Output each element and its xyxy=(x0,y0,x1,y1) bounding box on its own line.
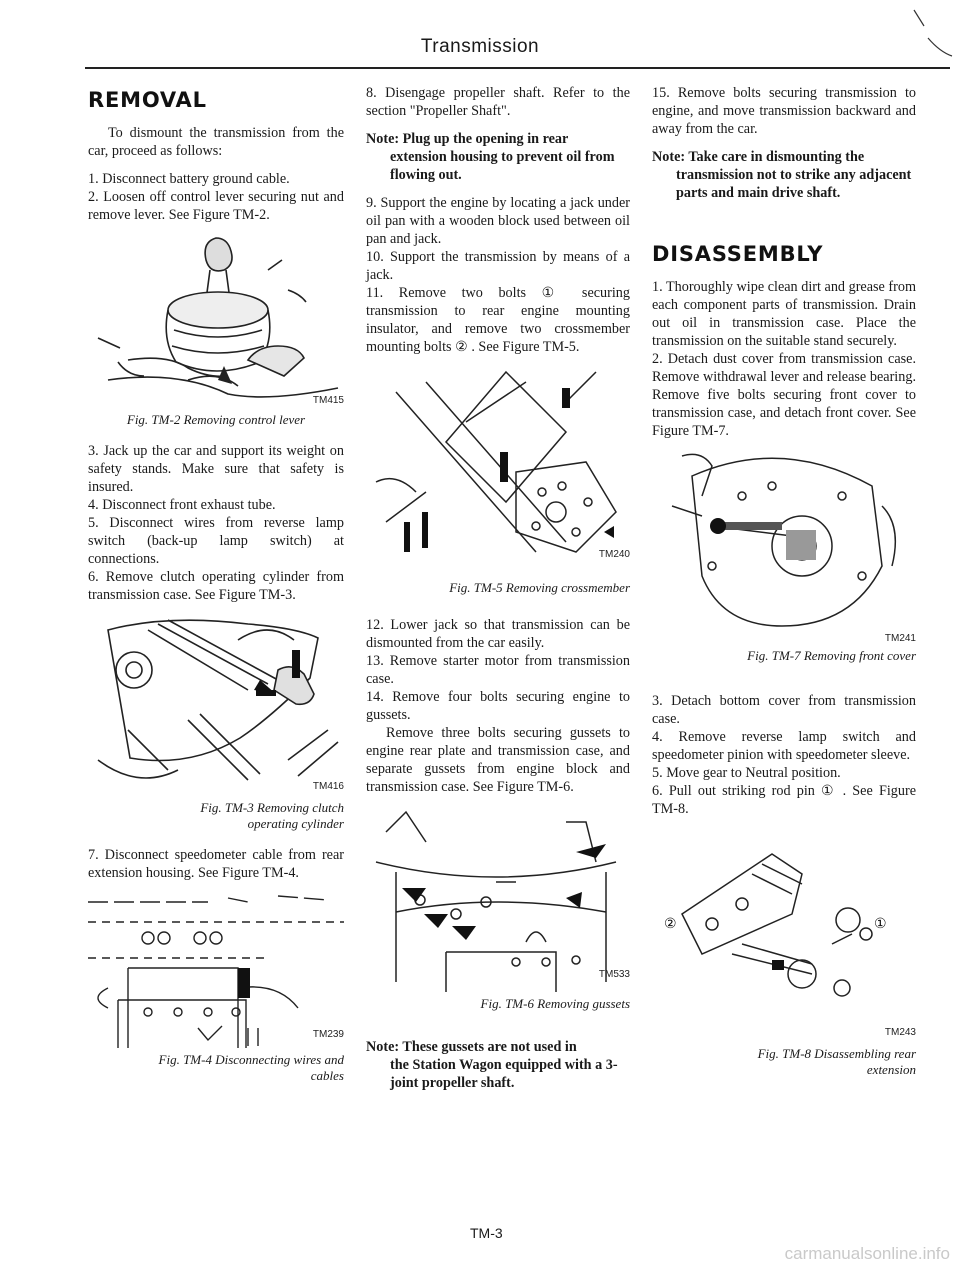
callout-1-label: ① xyxy=(874,915,887,931)
fig-tm3-caption-line1: Fig. TM-3 Removing clutch xyxy=(200,800,344,815)
disassembly-step-6: 6. Pull out striking rod pin ① . See Figure TM-8. xyxy=(652,783,916,817)
page-header-title: Transmission xyxy=(420,36,540,57)
fig-tm2-caption: Fig. TM-2 Removing control lever xyxy=(126,412,306,427)
figure-tm2 xyxy=(88,230,344,408)
watermark: carmanualsonline.info xyxy=(784,1244,950,1263)
note-plug-opening-lead: Note: Plug up the opening in rear xyxy=(366,131,569,147)
gussets-illustration xyxy=(366,802,630,992)
fig-tm6-caption: Fig. TM-6 Removing gussets xyxy=(480,996,630,1011)
fig-tm4-caption-line1: Fig. TM-4 Disconnecting wires and xyxy=(158,1052,344,1067)
step-8: 8. Disengage propeller shaft. Refer to the section "Propeller Shaft". xyxy=(366,85,630,119)
note-take-care-body: transmission not to strike any adjacent parts and main drive shaft. xyxy=(676,167,912,201)
removal-intro: To dismount the transmission from the car, proceed as follows: xyxy=(88,125,344,159)
fig-tm8-caption-line2: extension xyxy=(866,1062,916,1077)
column-right xyxy=(652,80,916,1092)
step-13: 13. Remove starter motor from transmission case. xyxy=(366,653,630,687)
figure-tm7 xyxy=(652,446,916,644)
note-plug-opening-body: extension housing to prevent oil from flowing out. xyxy=(390,149,615,183)
figure-tm4 xyxy=(88,888,344,1048)
fig-tm4-caption xyxy=(88,1052,344,1084)
step-9: 9. Support the engine by locating a jack under oil pan with a wooden block used between oil pan and jack. xyxy=(366,195,630,247)
fig-tm3-caption xyxy=(88,800,344,832)
disassembly-step-3: 3. Detach bottom cover from transmission case. xyxy=(652,693,916,727)
fig-tm7-caption: Fig. TM-7 Removing front cover xyxy=(747,648,916,663)
front-cover-illustration xyxy=(652,446,916,636)
step-15: 15. Remove bolts securing transmission to engine, and move transmission backward and away from the car. xyxy=(652,85,916,137)
fig-tm5-code: TM240 xyxy=(598,549,630,560)
fig-tm3-caption-line2: operating cylinder xyxy=(247,816,344,831)
note-gussets-body: the Station Wagon equipped with a 3-joint propeller shaft. xyxy=(390,1057,618,1091)
fig-tm5-caption: Fig. TM-5 Removing crossmember xyxy=(449,580,630,595)
step-6: 6. Remove clutch operating cylinder from transmission case. See Figure TM-3. xyxy=(88,569,344,603)
fig-tm2-code: TM415 xyxy=(312,395,344,406)
figure-tm6 xyxy=(366,802,630,992)
step-14: 14. Remove four bolts securing engine to gussets. xyxy=(366,689,630,723)
removal-heading: REMOVAL xyxy=(88,88,207,112)
step-11: 11. Remove two bolts ① securing transmission to rear engine mounting insulator, and remove two crossmember mounting bolts ② . See Figure TM-5. xyxy=(366,285,630,355)
rear-extension-illustration xyxy=(652,824,916,1024)
disassembly-step-1: 1. Thoroughly wipe clean dirt and grease from each component parts of transmission. Drain out oil in transmission case. Place the transmission on the suitable stand securely. xyxy=(652,279,916,349)
fig-tm8-caption-line1: Fig. TM-8 Disassembling rear xyxy=(757,1046,916,1061)
disassembly-step-5: 5. Move gear to Neutral position. xyxy=(652,765,841,781)
figure-tm3 xyxy=(88,610,344,796)
column-left xyxy=(88,80,344,1098)
step-5: 5. Disconnect wires from reverse lamp switch (back-up lamp switch) at connections. xyxy=(88,515,344,567)
fig-tm7-code: TM241 xyxy=(884,633,916,644)
step-14-continued: Remove three bolts securing gussets to engine rear plate and transmission case, and separate gussets from engine block and transmission case. See Figure TM-6. xyxy=(366,725,630,795)
fig-tm8-caption xyxy=(652,1046,916,1078)
disassembly-heading: DISASSEMBLY xyxy=(652,242,824,266)
figure-tm5 xyxy=(366,362,630,576)
step-1: 1. Disconnect battery ground cable. xyxy=(88,171,290,187)
column-middle xyxy=(366,80,630,1098)
note-take-care-lead: Note: Take care in dismounting the xyxy=(652,149,865,165)
clutch-cylinder-illustration xyxy=(88,610,344,796)
fig-tm6-code: TM533 xyxy=(598,969,630,980)
fig-tm3-code: TM416 xyxy=(312,781,344,792)
callout-2-label: ② xyxy=(664,915,677,931)
step-2: 2. Loosen off control lever securing nut and remove lever. See Figure TM-2. xyxy=(88,189,344,223)
page-number: TM-3 xyxy=(470,1225,503,1241)
fig-tm8-code: TM243 xyxy=(884,1027,916,1038)
crossmember-illustration xyxy=(366,362,630,576)
fig-tm4-code: TM239 xyxy=(312,1029,344,1040)
step-10: 10. Support the transmission by means of a jack. xyxy=(366,249,630,283)
step-7: 7. Disconnect speedometer cable from rear extension housing. See Figure TM-4. xyxy=(88,847,344,881)
step-3: 3. Jack up the car and support its weight on safety stands. Make sure that safety is insured. xyxy=(88,443,344,495)
note-plug-opening xyxy=(366,130,630,184)
disassembly-step-2: 2. Detach dust cover from transmission case. Remove withdrawal lever and release bearing. Remove five bolts securing front cover to transmission case, and detach front cover. See Figure TM-7. xyxy=(652,351,916,439)
speedometer-cable-illustration xyxy=(88,888,344,1048)
note-take-care xyxy=(652,148,916,202)
figure-tm8 xyxy=(652,824,916,1038)
header-rule xyxy=(85,67,950,69)
disassembly-step-4: 4. Remove reverse lamp switch and speedometer pinion with speedometer sleeve. xyxy=(652,729,916,763)
control-lever-illustration xyxy=(88,230,344,408)
fig-tm4-caption-line2: cables xyxy=(310,1068,344,1083)
corner-scan-mark xyxy=(910,8,954,58)
note-gussets-lead: Note: These gussets are not used in xyxy=(366,1039,577,1055)
step-4: 4. Disconnect front exhaust tube. xyxy=(88,497,276,513)
note-gussets xyxy=(366,1038,630,1092)
step-12: 12. Lower jack so that transmission can be dismounted from the car easily. xyxy=(366,617,630,651)
